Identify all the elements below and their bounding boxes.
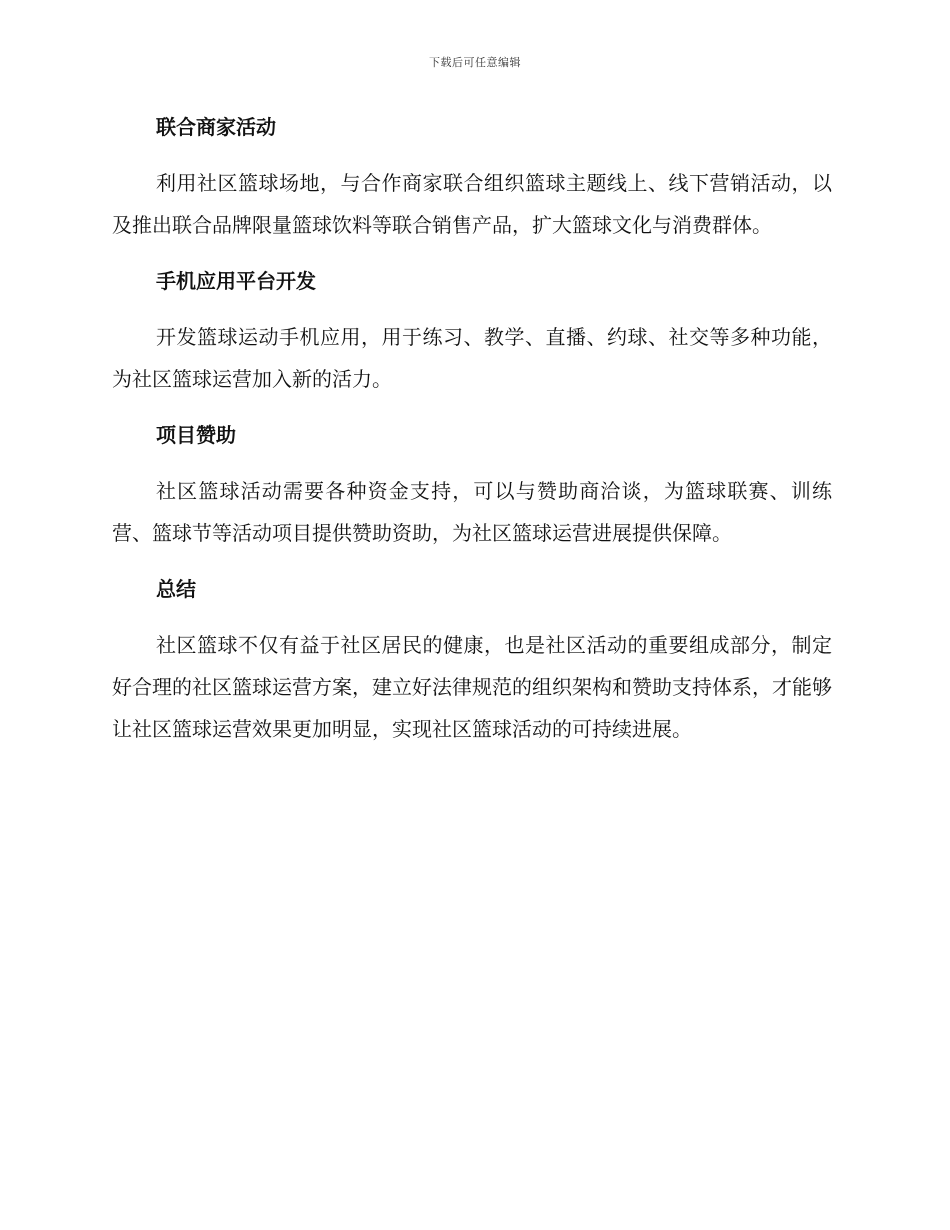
section-paragraph: 社区篮球活动需要各种资金支持，可以与赞助商洽谈，为篮球联赛、训练营、篮球节等活动项目提供赞助资助，为社区篮球运营进展提供保障。 (112, 479, 832, 545)
section-sponsorship (112, 420, 832, 554)
section-merchant-activities (112, 112, 832, 246)
section-summary (112, 574, 832, 750)
section-heading: 联合商家活动 (156, 115, 276, 139)
section-paragraph: 社区篮球不仅有益于社区居民的健康，也是社区活动的重要组成部分，制定好合理的社区篮球运营方案，建立好法律规范的组织架构和赞助支持体系，才能够让社区篮球运营效果更加明显，实现社区篮球活动的可持续进展。 (112, 633, 832, 741)
section-paragraph: 开发篮球运动手机应用，用于练习、教学、直播、约球、社交等多种功能，为社区篮球运营加入新的活力。 (112, 325, 832, 391)
section-paragraph: 利用社区篮球场地，与合作商家联合组织篮球主题线上、线下营销活动，以及推出联合品牌限量篮球饮料等联合销售产品，扩大篮球文化与消费群体。 (112, 171, 832, 237)
section-mobile-app (112, 266, 832, 400)
section-heading: 总结 (156, 577, 196, 601)
page-header: 下载后可任意编辑 (429, 56, 521, 69)
section-heading: 项目赞助 (156, 423, 236, 447)
document-body (112, 112, 832, 770)
section-heading: 手机应用平台开发 (156, 269, 316, 293)
